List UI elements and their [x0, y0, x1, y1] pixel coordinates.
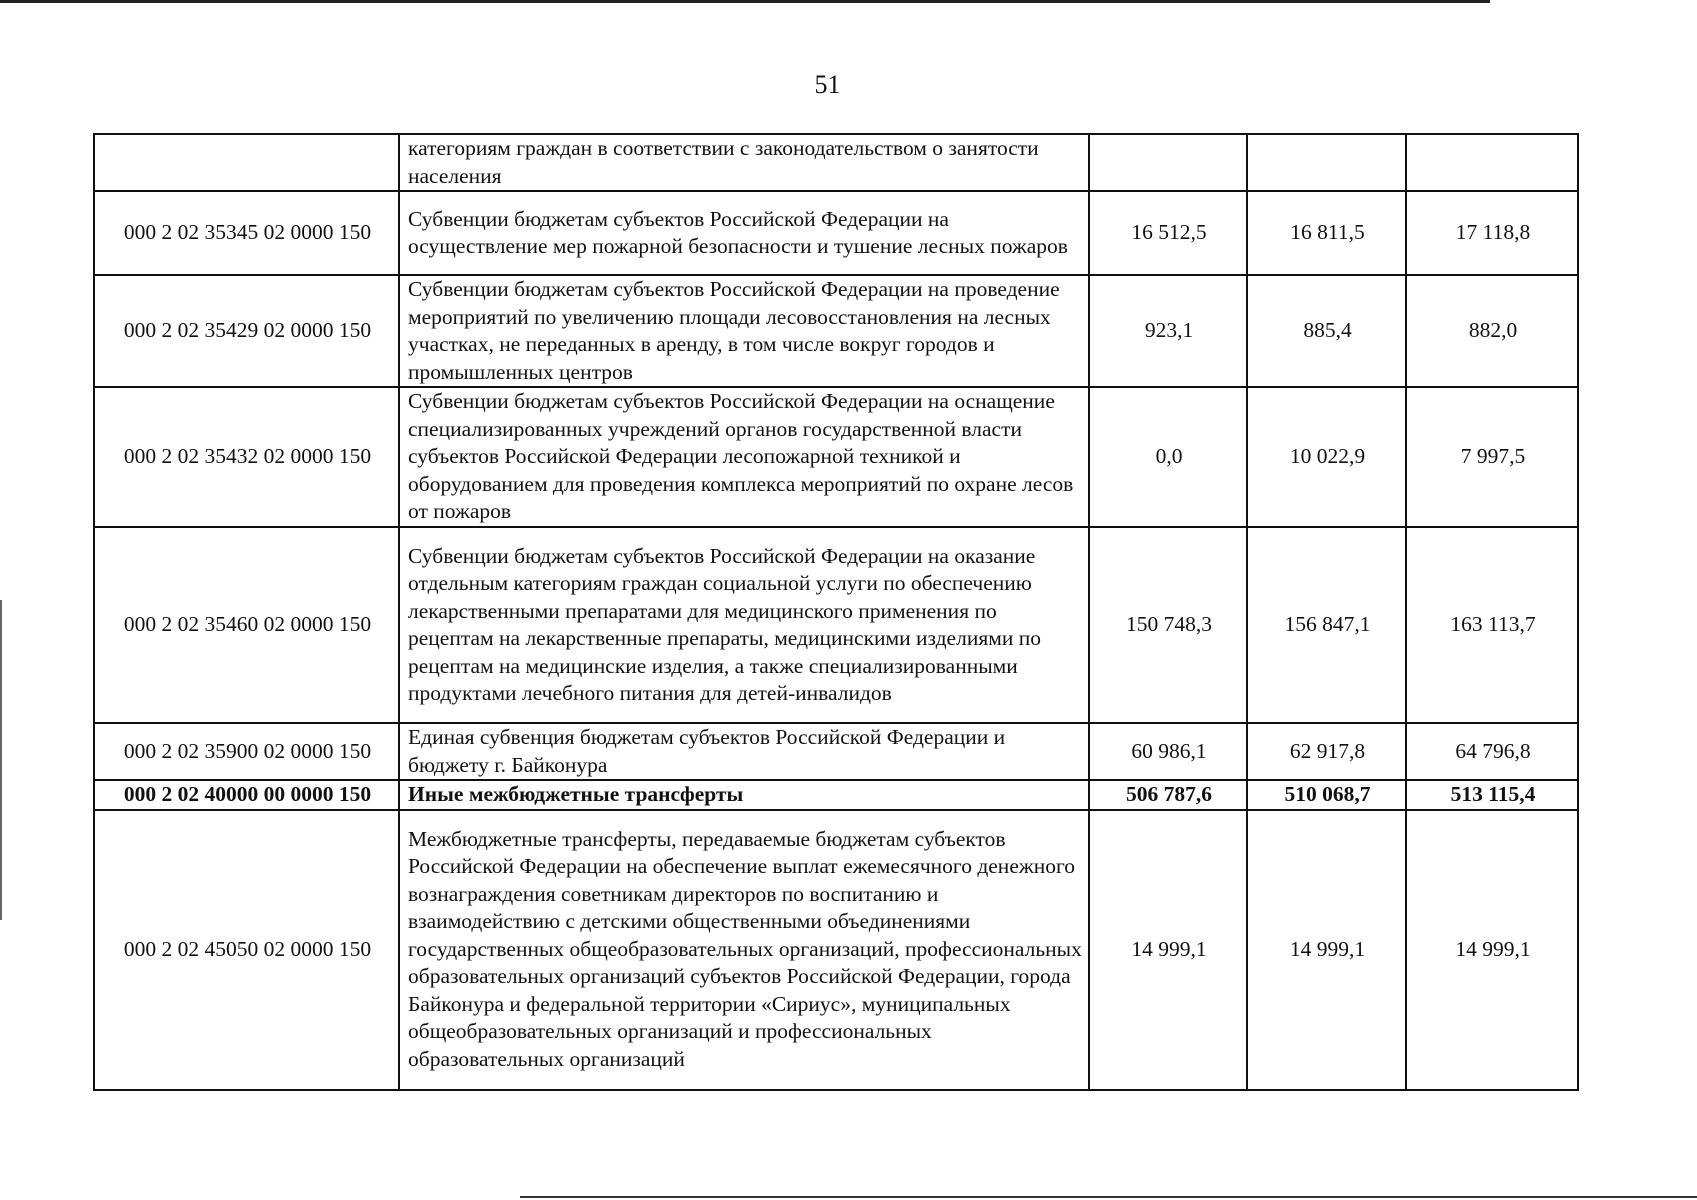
- table-row: [94, 134, 1578, 191]
- amount-year1-cell: 60 986,1: [1089, 723, 1247, 780]
- description-cell: Субвенции бюджетам субъектов Российской Федерации на проведение мероприятий по увеличению площади лесовосстановления на лесных участках, не переданных в аренду, в том числе вокруг городов и промышленных центров: [399, 275, 1089, 387]
- budget-code-cell: [94, 134, 399, 191]
- amount-year2-cell: 156 847,1: [1247, 527, 1406, 723]
- scan-edge-left: [0, 600, 2, 920]
- table-row: [94, 810, 1578, 1090]
- amount-year2-cell: 510 068,7: [1247, 780, 1406, 810]
- description-cell: Единая субвенция бюджетам субъектов Российской Федерации и бюджету г. Байконура: [399, 723, 1089, 780]
- description-cell: Субвенции бюджетам субъектов Российской Федерации на оснащение специализированных учреждений органов государственной власти субъектов Российской Федерации лесопожарной техникой и оборудованием для проведения комплекса мероприятий по охране лесов от пожаров: [399, 387, 1089, 527]
- budget-table: [93, 133, 1579, 1091]
- amount-year1-cell: 14 999,1: [1089, 810, 1247, 1090]
- amount-year2-cell: 885,4: [1247, 275, 1406, 387]
- budget-code-cell: 000 2 02 35900 02 0000 150: [94, 723, 399, 780]
- table-row-total: [94, 780, 1578, 810]
- description-cell: категориям граждан в соответствии с законодательством о занятости населения: [399, 134, 1089, 191]
- budget-code-cell: 000 2 02 35460 02 0000 150: [94, 527, 399, 723]
- amount-year3-cell: 513 115,4: [1406, 780, 1578, 810]
- amount-year2-cell: [1247, 134, 1406, 191]
- budget-code-cell: 000 2 02 35432 02 0000 150: [94, 387, 399, 527]
- amount-year3-cell: 163 113,7: [1406, 527, 1578, 723]
- amount-year2-cell: 16 811,5: [1247, 191, 1406, 275]
- amount-year1-cell: 150 748,3: [1089, 527, 1247, 723]
- amount-year3-cell: 7 997,5: [1406, 387, 1578, 527]
- description-cell: Субвенции бюджетам субъектов Российской Федерации на оказание отдельным категориям граждан социальной услуги по обеспечению лекарственными препаратами для медицинского применения по рецептам на лекарственные препараты, медицинскими изделиями по рецептам на медицинские изделия, а также специализированными продуктами лечебного питания для детей-инвалидов: [399, 527, 1089, 723]
- amount-year1-cell: 0,0: [1089, 387, 1247, 527]
- scan-edge-bottom: [520, 1196, 1697, 1198]
- amount-year1-cell: 506 787,6: [1089, 780, 1247, 810]
- amount-year3-cell: 882,0: [1406, 275, 1578, 387]
- amount-year3-cell: 17 118,8: [1406, 191, 1578, 275]
- amount-year1-cell: [1089, 134, 1247, 191]
- budget-code-cell: 000 2 02 35429 02 0000 150: [94, 275, 399, 387]
- description-cell: Иные межбюджетные трансферты: [399, 780, 1089, 810]
- amount-year3-cell: [1406, 134, 1578, 191]
- budget-code-cell: 000 2 02 45050 02 0000 150: [94, 810, 399, 1090]
- amount-year1-cell: 16 512,5: [1089, 191, 1247, 275]
- amount-year2-cell: 62 917,8: [1247, 723, 1406, 780]
- table-row: [94, 275, 1578, 387]
- amount-year2-cell: 10 022,9: [1247, 387, 1406, 527]
- table-row: [94, 527, 1578, 723]
- budget-code-cell: 000 2 02 40000 00 0000 150: [94, 780, 399, 810]
- table-row: [94, 723, 1578, 780]
- amount-year2-cell: 14 999,1: [1247, 810, 1406, 1090]
- table-row: [94, 191, 1578, 275]
- description-cell: Субвенции бюджетам субъектов Российской Федерации на осуществление мер пожарной безопасности и тушение лесных пожаров: [399, 191, 1089, 275]
- page-number: 51: [814, 70, 841, 99]
- table-row: [94, 387, 1578, 527]
- budget-table-body: [94, 134, 1578, 1090]
- amount-year3-cell: 64 796,8: [1406, 723, 1578, 780]
- description-cell: Межбюджетные трансферты, передаваемые бюджетам субъектов Российской Федерации на обеспечение выплат ежемесячного денежного вознаграждения советникам директоров по воспитанию и взаимодействию с детскими общественными объединениями государственных общеобразовательных организаций, профессиональных образовательных организаций субъектов Российской Федерации, города Байконура и федеральной территории «Сириус», муниципальных общеобразовательных организаций и профессиональных образовательных организаций: [399, 810, 1089, 1090]
- amount-year1-cell: 923,1: [1089, 275, 1247, 387]
- budget-code-cell: 000 2 02 35345 02 0000 150: [94, 191, 399, 275]
- amount-year3-cell: 14 999,1: [1406, 810, 1578, 1090]
- scan-edge-top: [0, 0, 1490, 3]
